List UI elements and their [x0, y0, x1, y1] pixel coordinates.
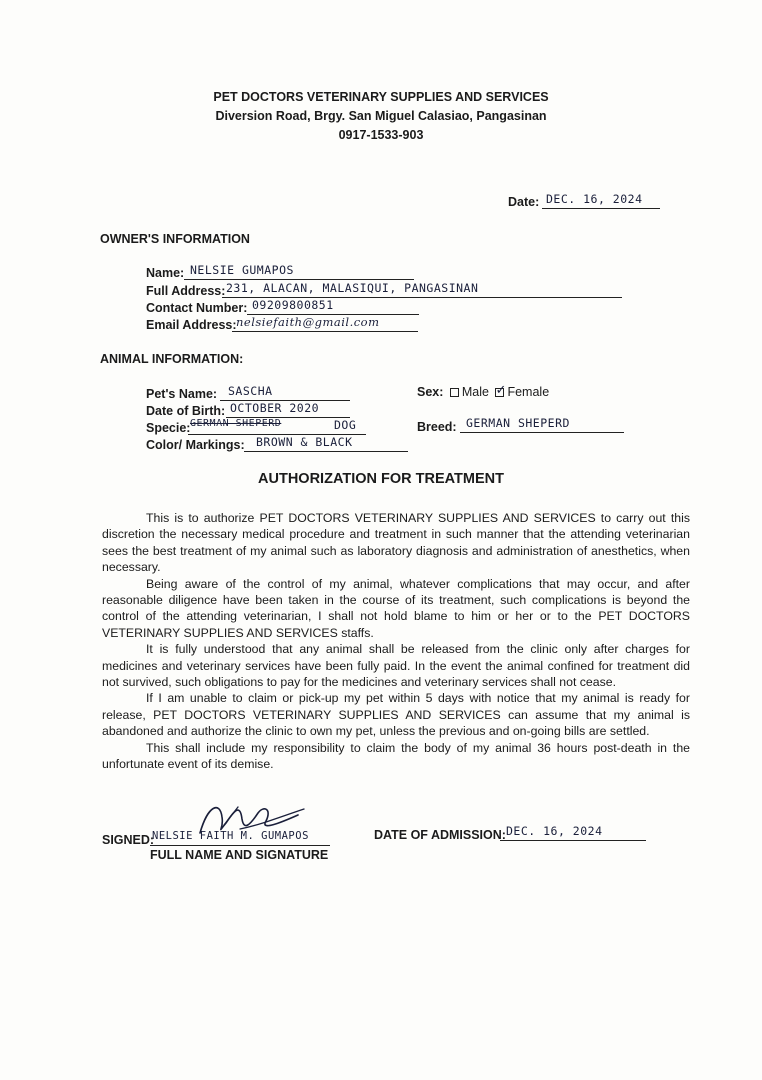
pet-name-label: Pet's Name:	[146, 387, 218, 401]
signature-underline	[150, 845, 330, 846]
authorization-paragraph-2: Being aware of the control of my animal, whatever complications that may occur, and after reasonable diligence have been taken in the course of its treatment, such complications is beyond the control of the attending veterinarian, I shall not hold blame to him or her or to the PET DOCTORS VETERINARY SUPPLIES AND SERVICES staffs.	[102, 576, 690, 640]
owner-email-label: Email Address:	[146, 318, 237, 332]
authorization-paragraph-1: This is to authorize PET DOCTORS VETERINARY SUPPLIES AND SERVICES to carry out this discretion the necessary medical procedure and treatment in such manner that the attending veterinarian sees the best treatment of my animal such as laboratory diagnosis and administration of anesthetics, when necessary.	[102, 511, 690, 575]
color-value: BROWN & BLACK	[256, 435, 353, 449]
company-name: PET DOCTORS VETERINARY SUPPLIES AND SERVICES	[213, 90, 549, 104]
signed-name-value: NELSIE FAITH M. GUMAPOS	[152, 830, 309, 842]
authorization-paragraph-4: If I am unable to claim or pick-up my pet within 5 days with notice that my animal is ready for release, PET DOCTORS VETERINARY SUPPLIES AND SERVICES can assume that my animal is abandoned and authorize the clinic to own my pet, unless the previous and on-going bills are settled.	[102, 691, 690, 739]
breed-underline	[460, 432, 624, 433]
admission-date-value: DEC. 16, 2024	[506, 824, 603, 838]
company-address: Diversion Road, Brgy. San Miguel Calasiao, Pangasinan	[215, 109, 547, 123]
owner-email-underline	[232, 331, 418, 332]
color-label: Color/ Markings:	[146, 438, 245, 452]
owner-address-label: Full Address:	[146, 284, 226, 298]
date-underline	[542, 208, 660, 209]
authorization-body	[102, 510, 690, 773]
owner-name-label: Name:	[146, 266, 185, 280]
admission-date-label: DATE OF ADMISSION:	[374, 828, 506, 842]
animal-section-title: ANIMAL INFORMATION:	[100, 352, 244, 366]
specie-label: Specie:	[146, 421, 191, 435]
owner-section-title: OWNER'S INFORMATION	[100, 232, 250, 246]
sex-field	[417, 382, 550, 399]
company-phone: 0917-1533-903	[338, 128, 424, 142]
female-checkbox[interactable]	[495, 382, 507, 398]
check-mark-icon: ✓	[495, 382, 507, 398]
female-option-label: Female	[507, 385, 550, 399]
color-underline	[244, 451, 408, 452]
breed-label: Breed:	[417, 420, 457, 434]
owner-address-value: 231, ALACAN, MALASIQUI, PANGASINAN	[226, 281, 479, 295]
owner-contact-label: Contact Number:	[146, 301, 248, 315]
owner-contact-value: 09209800851	[252, 298, 334, 312]
signed-label: SIGNED:	[102, 833, 155, 847]
male-option-label: Male	[461, 385, 489, 399]
specie-struck-value: GERMAN SHEPERD	[190, 418, 282, 429]
date-value: DEC. 16, 2024	[546, 192, 643, 206]
specie-value: DOG	[334, 418, 357, 432]
signature-caption: FULL NAME AND SIGNATURE	[150, 848, 329, 862]
male-checkbox[interactable]	[450, 388, 459, 397]
admission-date-underline	[500, 840, 646, 841]
sex-label: Sex:	[417, 385, 444, 399]
authorization-title: AUTHORIZATION FOR TREATMENT	[258, 471, 504, 487]
authorization-paragraph-3: It is fully understood that any animal shall be released from the clinic only after charges for medicines and veterinary services have been fully paid. In the event the animal confined for treatment did not survived, such obligations to pay for the medicines and veterinary services shall not cease.	[102, 642, 690, 690]
breed-value: GERMAN SHEPERD	[466, 416, 570, 430]
pet-name-value: SASCHA	[228, 384, 273, 398]
owner-name-underline	[184, 279, 414, 280]
dob-label: Date of Birth:	[146, 404, 226, 418]
authorization-paragraph-5: This shall include my responsibility to claim the body of my animal 36 hours post-death in the unfortunate event of its demise.	[102, 740, 690, 772]
date-label: Date:	[508, 195, 540, 209]
dob-value: OCTOBER 2020	[230, 401, 320, 415]
owner-name-value: NELSIE GUMAPOS	[190, 263, 294, 277]
owner-email-value: nelsiefaith@gmail.com	[236, 315, 380, 329]
